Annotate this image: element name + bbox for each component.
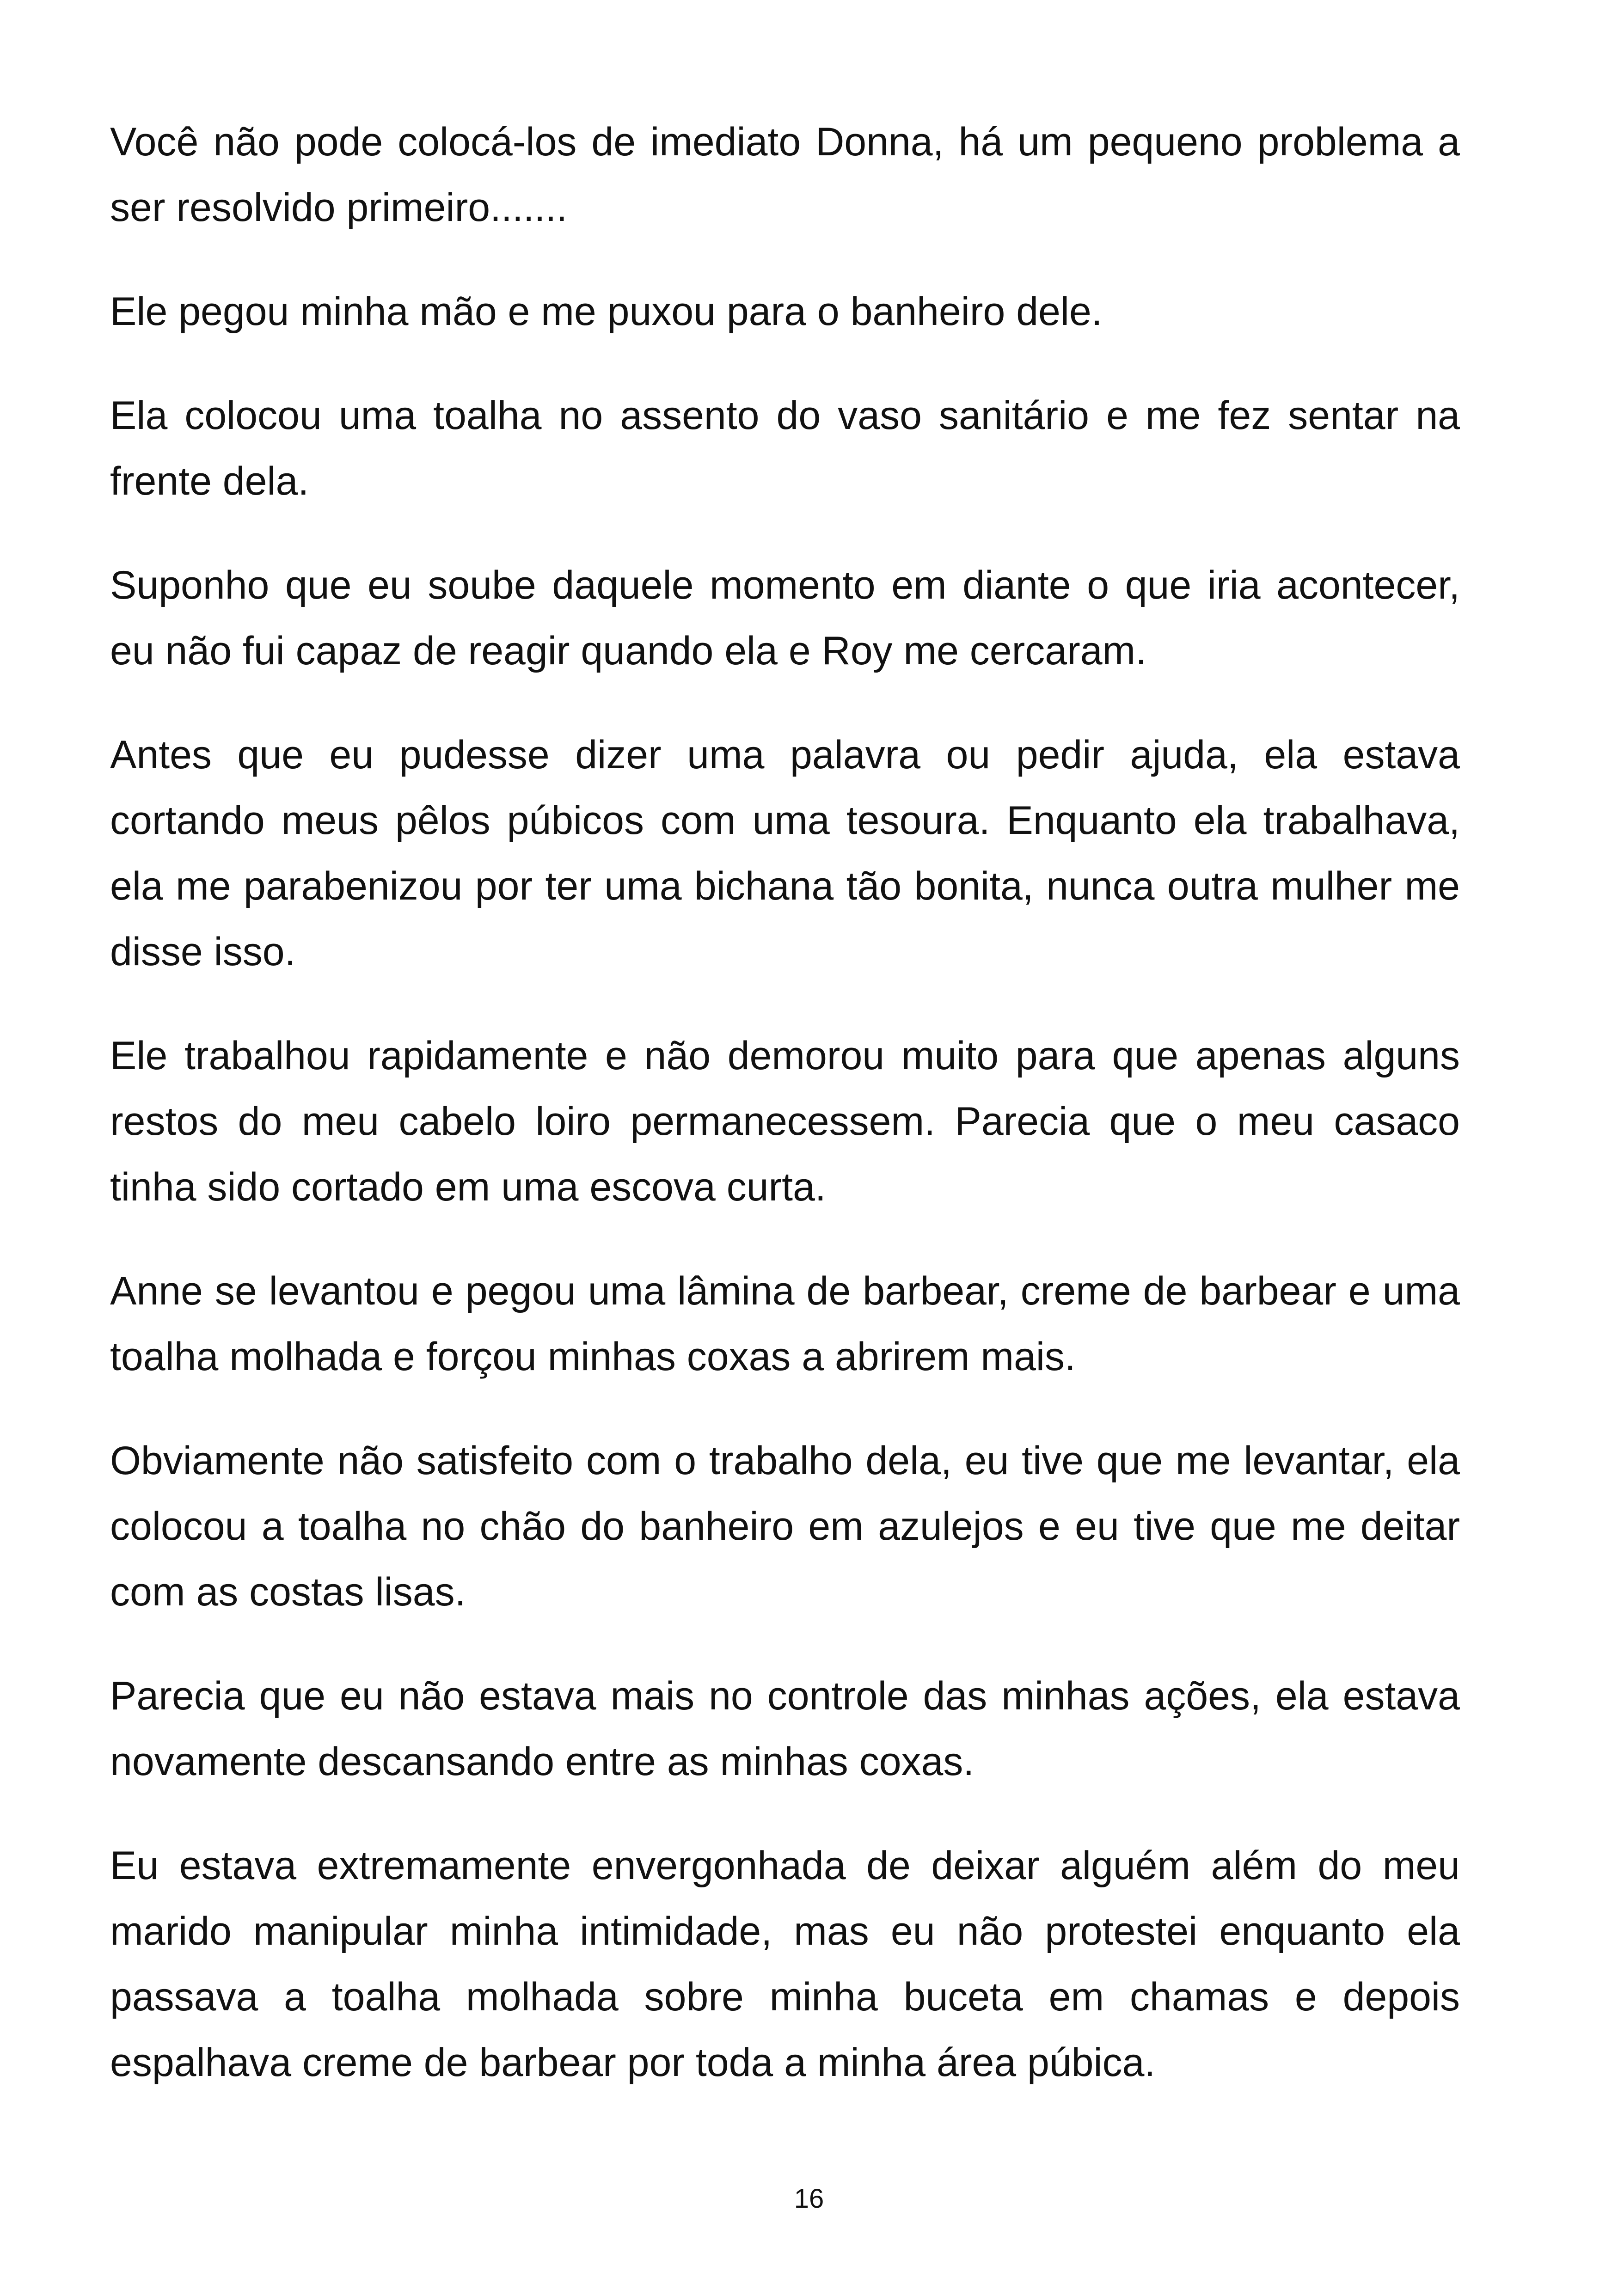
paragraph-2: Ele pegou minha mão e me puxou para o banheiro dele. bbox=[110, 289, 1103, 334]
paragraph-4: Suponho que eu soube daquele momento em diante o que iria acontecer, eu não fui capaz de reagir quando ela e Roy me cercaram. bbox=[110, 563, 1460, 673]
paragraph-6: Ele trabalhou rapidamente e não demorou muito para que apenas alguns restos do meu cabelo loiro permanecessem. Parecia que o meu casaco tinha sido cortado em uma escova curta. bbox=[110, 1034, 1460, 1209]
paragraph-7: Anne se levantou e pegou uma lâmina de barbear, creme de barbear e uma toalha molhada e forçou minhas coxas a abrirem mais. bbox=[110, 1269, 1460, 1379]
paragraph-9: Parecia que eu não estava mais no controle das minhas ações, ela estava novamente descansando entre as minhas coxas. bbox=[110, 1674, 1460, 1784]
paragraph-8: Obviamente não satisfeito com o trabalho dela, eu tive que me levantar, ela colocou a toalha no chão do banheiro em azulejos e eu tive que me deitar com as costas lisas. bbox=[110, 1439, 1460, 1614]
body-text bbox=[110, 109, 1460, 2134]
paragraph-3: Ela colocou uma toalha no assento do vaso sanitário e me fez sentar na frente dela. bbox=[110, 393, 1460, 503]
paragraph-5: Antes que eu pudesse dizer uma palavra ou pedir ajuda, ela estava cortando meus pêlos púbicos com uma tesoura. Enquanto ela trabalhava, ela me parabenizou por ter uma bichana tão bonita, nunca outra mulher me disse isso. bbox=[110, 733, 1460, 974]
page-number: 16 bbox=[794, 2184, 824, 2214]
paragraph-1: Você não pode colocá-los de imediato Donna, há um pequeno problema a ser resolvido primeiro....... bbox=[110, 120, 1460, 230]
paragraph-10: Eu estava extremamente envergonhada de deixar alguém além do meu marido manipular minha intimidade, mas eu não protestei enquanto ela passava a toalha molhada sobre minha buceta em chamas e depois espalhava creme de barbear por toda a minha área púbica. bbox=[110, 1843, 1460, 2085]
